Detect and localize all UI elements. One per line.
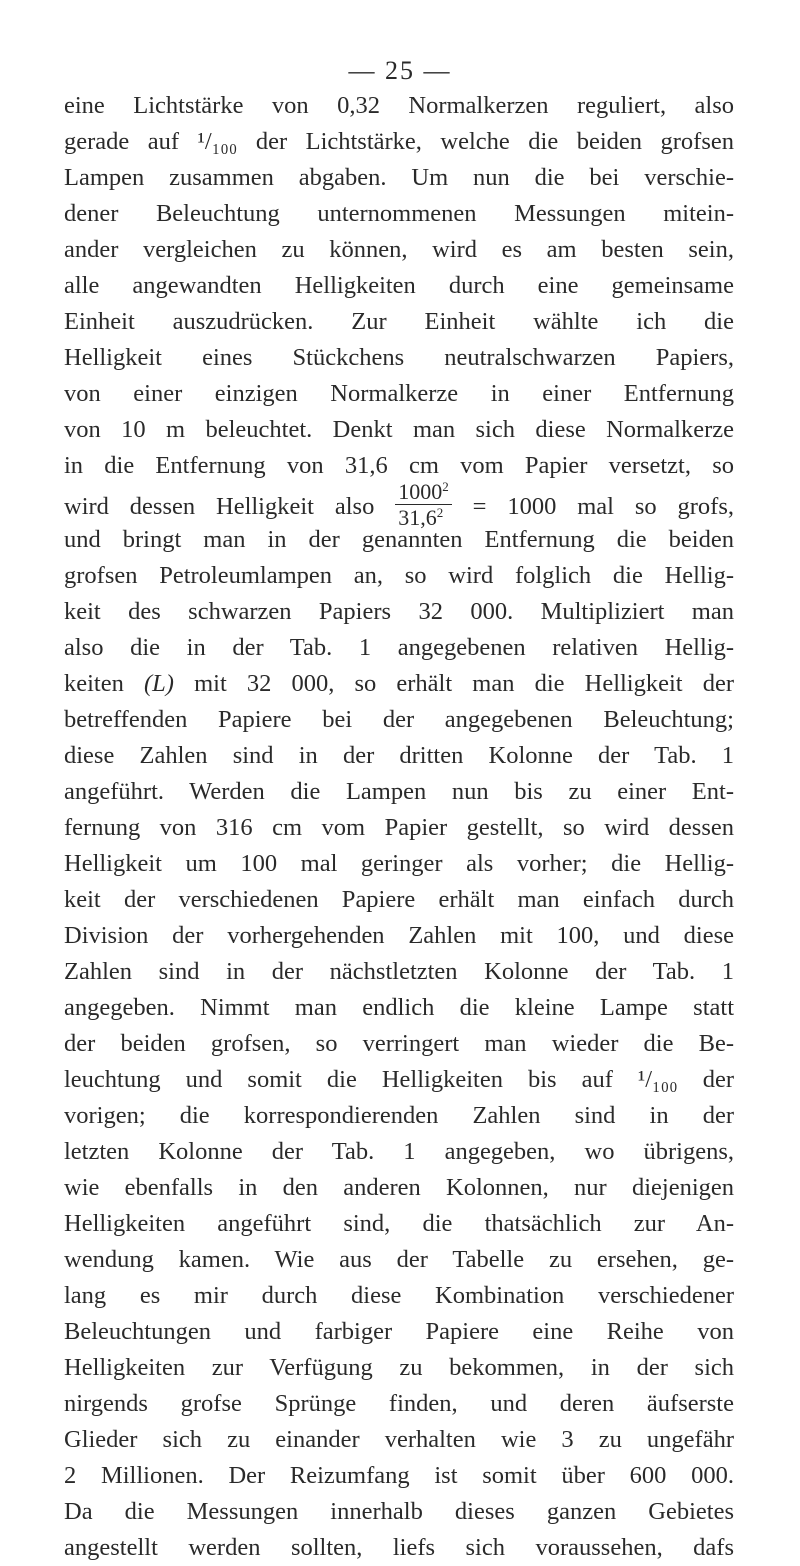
fraction-numerator: 1000$^2$ (395, 480, 452, 505)
text-line: nirgends grofse Sprünge finden, und deren äufserste (64, 1390, 734, 1417)
text-line: letzten Kolonne der Tab. 1 angegeben, wo übrigens, (64, 1138, 734, 1165)
text-line: betreffenden Papiere bei der angegebenen Beleuchtung; (64, 706, 734, 733)
text-line: Helligkeit um 100 mal geringer als vorher; die Hellig- (64, 850, 734, 877)
text-line: keit des schwarzen Papiers 32 000. Multipliziert man (64, 598, 734, 625)
text-line: von 10 m beleuchtet. Denkt man sich diese Normalkerze (64, 416, 734, 443)
text-line: Lampen zusammen abgaben. Um nun die bei verschie- (64, 164, 734, 191)
text-line: Beleuchtungen und farbiger Papiere eine Reihe von (64, 1318, 734, 1345)
text-line: vorigen; die korrespondierenden Zahlen sind in der (64, 1102, 734, 1129)
text-line: angeführt. Werden die Lampen nun bis zu einer Ent- (64, 778, 734, 805)
text-line: und bringt man in der genannten Entfernung die beiden (64, 526, 734, 553)
text-line: ander vergleichen zu können, wird es am besten sein, (64, 236, 734, 263)
denominator-exponent: 2 (436, 505, 444, 520)
text-line: leuchtung und somit die Helligkeiten bis auf ¹/₁₀₀ der (64, 1066, 734, 1093)
text-line: in die Entfernung von 31,6 cm vom Papier versetzt, so (64, 452, 734, 479)
text-line: keit der verschiedenen Papiere erhält man einfach durch (64, 886, 734, 913)
body-text (64, 88, 734, 1566)
text-line: der beiden grofsen, so verringert man wieder die Be- (64, 1030, 734, 1057)
text-line: wendung kamen. Wie aus der Tabelle zu ersehen, ge- (64, 1246, 734, 1273)
fraction (395, 480, 452, 529)
formula-prefix: wird dessen Helligkeit also (64, 493, 375, 521)
text-line: Glieder sich zu einander verhalten wie 3 zu ungefähr (64, 1426, 734, 1453)
text-line: angestellt werden sollten, liefs sich voraussehen, dafs (64, 1534, 734, 1561)
text-line: diese Zahlen sind in der dritten Kolonne der Tab. 1 (64, 742, 734, 769)
text-line: Division der vorhergehenden Zahlen mit 100, und diese (64, 922, 734, 949)
text-line: 2 Millionen. Der Reizumfang ist somit über 600 000. (64, 1462, 734, 1489)
text-line: alle angewandten Helligkeiten durch eine gemeinsame (64, 272, 734, 299)
formula-line (64, 479, 734, 530)
fraction-denominator: 31,6$^2$ (398, 505, 444, 530)
text-line: Helligkeiten zur Verfügung zu bekommen, in der sich (64, 1354, 734, 1381)
text-line: Helligkeit eines Stückchens neutralschwarzen Papiers, (64, 344, 734, 371)
text-line: grofsen Petroleumlampen an, so wird folglich die Hellig- (64, 562, 734, 589)
text-line: Zahlen sind in der nächstletzten Kolonne der Tab. 1 (64, 958, 734, 985)
text-line: wie ebenfalls in den anderen Kolonnen, nur diejenigen (64, 1174, 734, 1201)
text-line: lang es mir durch diese Kombination verschiedener (64, 1282, 734, 1309)
text-line: dener Beleuchtung unternommenen Messungen mitein- (64, 200, 734, 227)
page-number: — 25 — (348, 56, 452, 85)
italic-symbol: (L) (144, 670, 174, 697)
text-line: also die in der Tab. 1 angegebenen relativen Hellig- (64, 634, 734, 661)
formula-suffix: = 1000 mal so grofs, (472, 493, 734, 521)
text-line: Einheit auszudrücken. Zur Einheit wählte ich die (64, 308, 734, 335)
text-line: Helligkeiten angeführt sind, die thatsächlich zur An- (64, 1210, 734, 1237)
text-line-italic: keiten (L) mit 32 000, so erhält man die Helligkeit der (64, 670, 735, 697)
text-line: Da die Messungen innerhalb dieses ganzen Gebietes (64, 1498, 734, 1525)
text-line: eine Lichtstärke von 0,32 Normalkerzen reguliert, also (64, 92, 734, 119)
text-line: von einer einzigen Normalkerze in einer Entfernung (64, 380, 734, 407)
numerator-exponent: 2 (442, 479, 449, 494)
text-line: angegeben. Nimmt man endlich die kleine Lampe statt (64, 994, 734, 1021)
text-line: fernung von 316 cm vom Papier gestellt, so wird dessen (64, 814, 734, 841)
text-line: gerade auf ¹/₁₀₀ der Lichtstärke, welche die beiden grofsen (64, 128, 734, 155)
